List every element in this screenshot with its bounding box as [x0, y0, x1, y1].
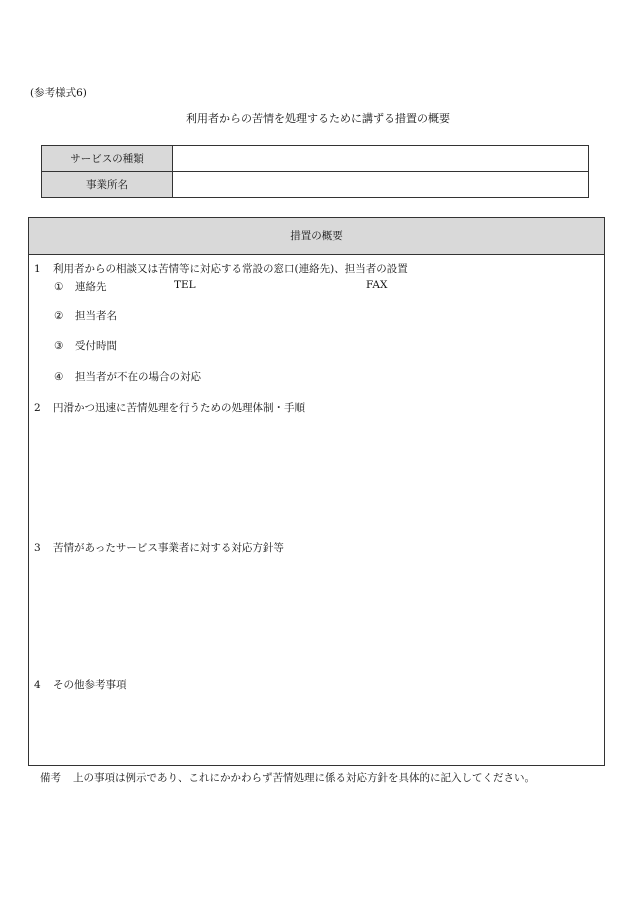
absence-response-label: 担当者が不在の場合の対応: [75, 371, 201, 383]
measures-box: [28, 217, 605, 766]
item-3-mark: ③: [54, 340, 64, 352]
person-in-charge-row: [54, 308, 117, 323]
fax-label: FAX: [366, 279, 388, 291]
section-1-number: 1: [34, 263, 41, 275]
section-3-number: 3: [34, 542, 41, 554]
section-4-text: その他参考事項: [53, 679, 127, 691]
table-row: [42, 146, 589, 172]
section-4-heading: [34, 677, 127, 692]
item-2-mark: ②: [54, 310, 64, 322]
document-title: 利用者からの苦情を処理するために講ずる措置の概要: [186, 112, 450, 125]
service-type-label: サービスの種類: [42, 146, 173, 172]
office-name-field[interactable]: [173, 172, 589, 198]
section-1-text: 利用者からの相談又は苦情等に対応する常設の窓口(連絡先)、担当者の設置: [53, 263, 408, 275]
measures-header: 措置の概要: [29, 218, 604, 255]
remarks-text: 上の事項は例示であり、これにかかわらず苦情処理に係る対応方針を具体的に記入してください。: [73, 772, 535, 784]
remarks-label: 備考: [40, 772, 61, 784]
section-2-text: 円滑かつ迅速に苦情処理を行うための処理体制・手順: [53, 402, 305, 414]
table-row: [42, 172, 589, 198]
form-reference: (参考様式6): [30, 87, 87, 99]
reception-hours-row: [54, 338, 117, 353]
service-type-field[interactable]: [173, 146, 589, 172]
contact-label: 連絡先: [75, 281, 107, 293]
tel-label: TEL: [174, 279, 196, 291]
office-name-label: 事業所名: [42, 172, 173, 198]
section-3-text: 苦情があったサービス事業者に対する対応方針等: [53, 542, 284, 554]
contact-row: [54, 279, 594, 294]
person-in-charge-label: 担当者名: [75, 310, 117, 322]
absence-response-row: [54, 369, 201, 384]
item-4-mark: ④: [54, 371, 64, 383]
section-4-number: 4: [34, 679, 41, 691]
section-3-heading: [34, 540, 284, 555]
remarks-note: [40, 770, 535, 785]
section-2-number: 2: [34, 402, 41, 414]
info-table: [41, 145, 589, 198]
section-1-heading: [34, 261, 408, 276]
section-2-heading: [34, 400, 305, 415]
item-1-mark: ①: [54, 281, 64, 293]
reception-hours-label: 受付時間: [75, 340, 117, 352]
